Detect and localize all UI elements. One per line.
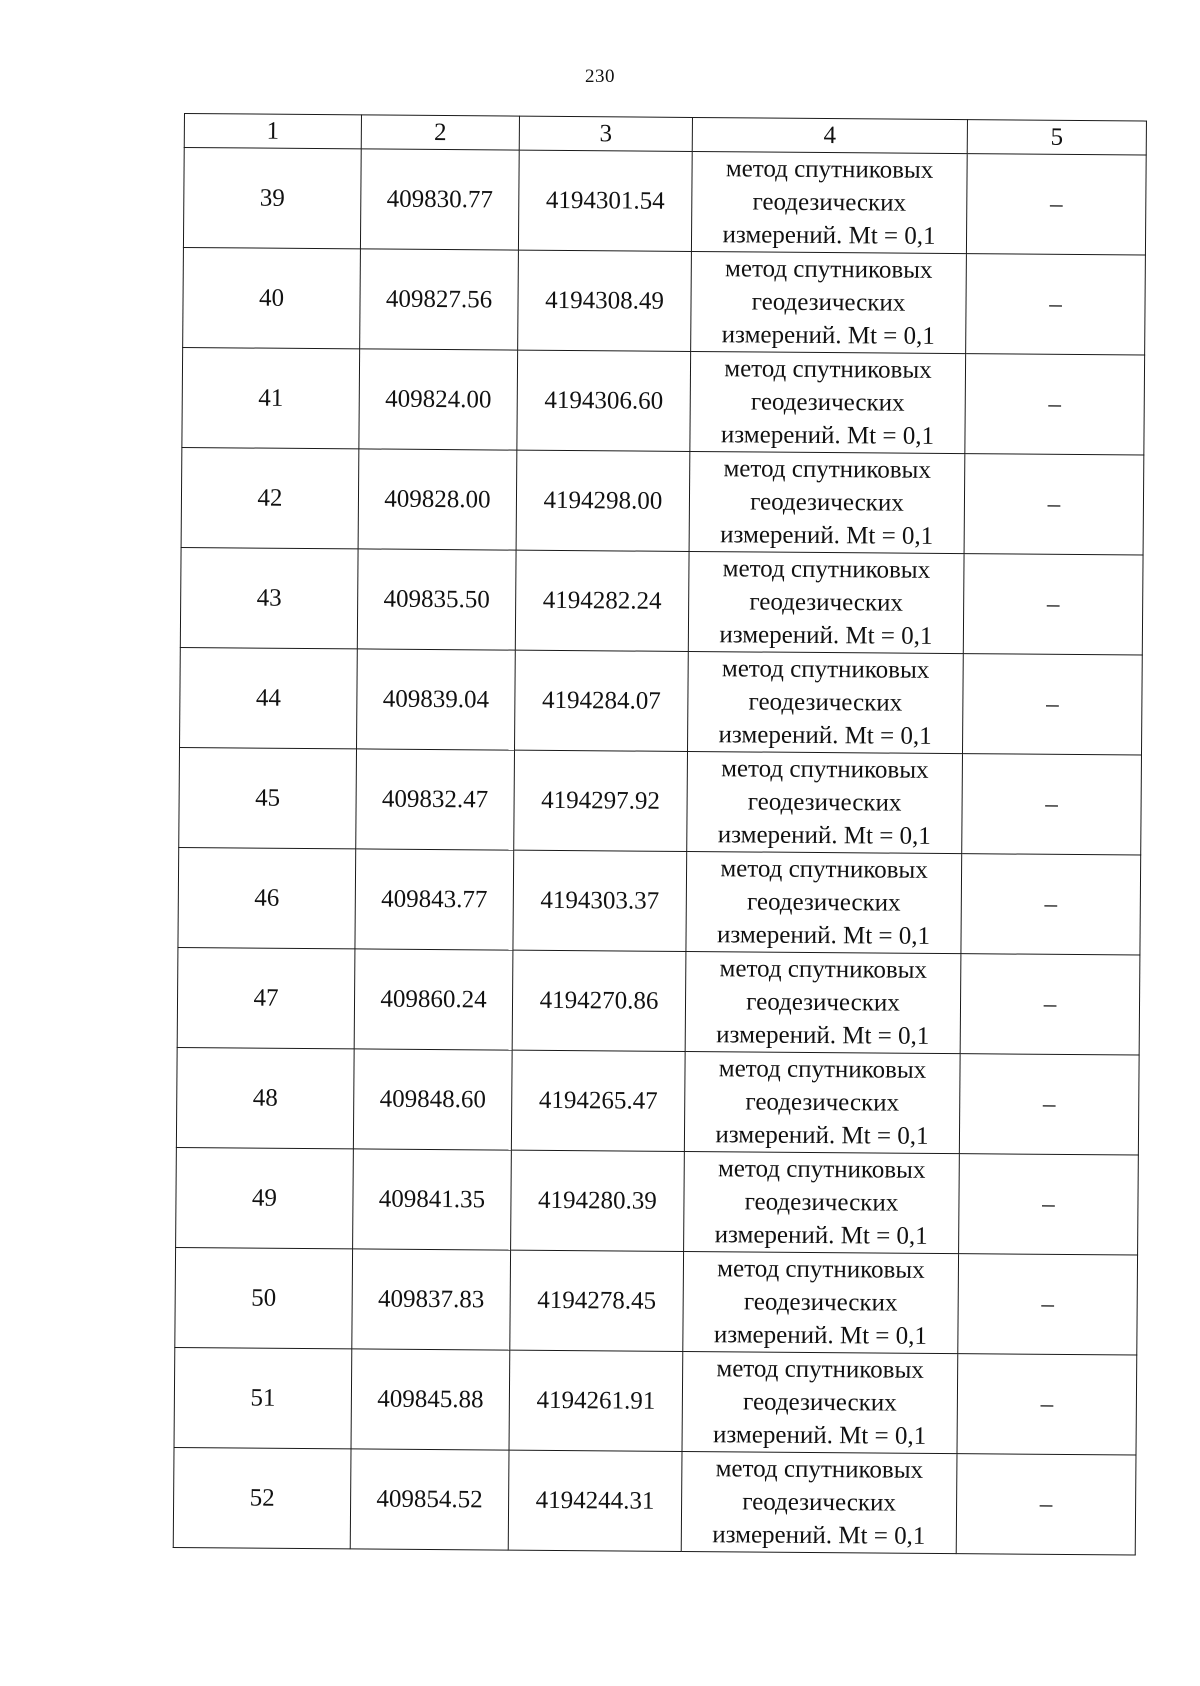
table-row bbox=[177, 947, 1140, 1055]
method-line: геодезических bbox=[750, 388, 905, 417]
method-line: метод спутниковых bbox=[715, 1455, 924, 1484]
method-line: геодезических bbox=[745, 1088, 900, 1117]
method-line: метод спутниковых bbox=[721, 655, 930, 684]
method-line: геодезических bbox=[744, 1188, 899, 1217]
table-row bbox=[176, 1147, 1139, 1255]
table-row bbox=[175, 1247, 1138, 1355]
method-line: измерений. Mt = 0,1 bbox=[718, 721, 932, 750]
method-line: геодезических bbox=[746, 888, 901, 917]
method-cell bbox=[684, 1151, 960, 1253]
x-coordinate-cell: 409843.77 bbox=[355, 849, 514, 950]
method-line: метод спутниковых bbox=[717, 1255, 925, 1284]
method-cell bbox=[682, 1351, 958, 1453]
x-coordinate-cell: 409839.04 bbox=[357, 649, 516, 750]
point-number-cell: 46 bbox=[178, 847, 356, 948]
description-cell: – bbox=[959, 1154, 1139, 1255]
method-line: геодезических bbox=[751, 288, 906, 317]
method-cell bbox=[691, 151, 967, 253]
point-number-cell: 45 bbox=[179, 747, 357, 848]
method-line: измерений. Mt = 0,1 bbox=[715, 1121, 929, 1150]
description-cell: – bbox=[965, 354, 1145, 455]
description-cell: – bbox=[962, 654, 1142, 755]
method-line: геодезических bbox=[749, 588, 904, 617]
method-line: метод спутниковых bbox=[719, 955, 928, 984]
method-line: измерений. Mt = 0,1 bbox=[712, 1421, 927, 1450]
description-cell: – bbox=[962, 754, 1142, 855]
method-line: измерений. Mt = 0,1 bbox=[720, 421, 935, 450]
column-header: 4 bbox=[692, 117, 967, 153]
method-line: геодезических bbox=[748, 688, 903, 717]
table-row bbox=[183, 247, 1146, 355]
table-row bbox=[183, 148, 1146, 256]
table-row bbox=[180, 547, 1143, 655]
method-line: геодезических bbox=[746, 988, 900, 1017]
y-coordinate-cell: 4194298.00 bbox=[516, 450, 690, 551]
method-line: метод спутниковых bbox=[724, 255, 933, 284]
method-line: метод спутниковых bbox=[720, 855, 928, 884]
method-line: геодезических bbox=[752, 188, 907, 217]
y-coordinate-cell: 4194297.92 bbox=[514, 750, 688, 851]
method-cell bbox=[684, 1051, 960, 1153]
table-row bbox=[179, 747, 1142, 855]
point-number-cell: 48 bbox=[176, 1047, 354, 1148]
method-cell bbox=[689, 451, 965, 553]
x-coordinate-cell: 409860.24 bbox=[354, 949, 513, 1050]
y-coordinate-cell: 4194282.24 bbox=[515, 550, 689, 651]
description-cell: – bbox=[958, 1254, 1138, 1355]
method-line: метод спутниковых bbox=[716, 1355, 924, 1384]
point-number-cell: 39 bbox=[183, 148, 361, 249]
method-cell bbox=[687, 751, 963, 853]
description-cell: – bbox=[961, 854, 1141, 955]
description-cell: – bbox=[966, 154, 1146, 255]
method-line: метод спутниковых bbox=[722, 555, 931, 584]
method-line: измерений. Mt = 0,1 bbox=[714, 1221, 928, 1250]
table-row bbox=[174, 1347, 1137, 1455]
point-number-cell: 52 bbox=[173, 1447, 351, 1548]
method-cell bbox=[681, 1451, 957, 1553]
y-coordinate-cell: 4194280.39 bbox=[511, 1150, 685, 1251]
x-coordinate-cell: 409824.00 bbox=[359, 349, 518, 450]
method-line: измерений. Mt = 0,1 bbox=[722, 221, 936, 250]
y-coordinate-cell: 4194301.54 bbox=[518, 150, 692, 251]
method-line: измерений. Mt = 0,1 bbox=[716, 1021, 930, 1050]
description-cell: – bbox=[966, 254, 1146, 355]
page-number: 230 bbox=[585, 66, 615, 87]
table-row bbox=[173, 1447, 1136, 1555]
method-cell bbox=[686, 851, 962, 953]
x-coordinate-cell: 409845.88 bbox=[351, 1349, 510, 1450]
point-number-cell: 49 bbox=[176, 1147, 354, 1248]
method-cell bbox=[685, 951, 961, 1053]
point-number-cell: 40 bbox=[183, 247, 361, 348]
method-cell bbox=[690, 351, 966, 453]
method-line: измерений. Mt = 0,1 bbox=[721, 321, 935, 350]
point-number-cell: 42 bbox=[181, 447, 359, 548]
method-cell bbox=[691, 251, 967, 353]
point-number-cell: 50 bbox=[175, 1247, 353, 1348]
coordinates-table bbox=[173, 113, 1147, 1556]
table-row bbox=[176, 1047, 1139, 1155]
method-line: метод спутниковых bbox=[718, 1055, 927, 1084]
method-line: измерений. Mt = 0,1 bbox=[720, 521, 934, 550]
point-number-cell: 41 bbox=[182, 347, 360, 448]
method-line: геодезических bbox=[742, 1488, 897, 1517]
method-line: метод спутниковых bbox=[724, 355, 932, 384]
y-coordinate-cell: 4194308.49 bbox=[518, 250, 692, 351]
point-number-cell: 51 bbox=[174, 1347, 352, 1448]
description-cell: – bbox=[964, 454, 1144, 555]
description-cell: – bbox=[963, 554, 1143, 655]
description-cell: – bbox=[959, 1054, 1139, 1155]
x-coordinate-cell: 409832.47 bbox=[356, 749, 515, 850]
y-coordinate-cell: 4194306.60 bbox=[517, 350, 691, 451]
y-coordinate-cell: 4194270.86 bbox=[512, 950, 686, 1051]
y-coordinate-cell: 4194265.47 bbox=[511, 1050, 685, 1151]
method-line: измерений. Mt = 0,1 bbox=[713, 1321, 928, 1350]
method-line: геодезических bbox=[742, 1388, 897, 1417]
x-coordinate-cell: 409837.83 bbox=[352, 1249, 511, 1350]
x-coordinate-cell: 409830.77 bbox=[360, 149, 519, 250]
table-row bbox=[182, 347, 1145, 455]
method-line: геодезических bbox=[743, 1288, 898, 1317]
description-cell: – bbox=[960, 954, 1140, 1055]
column-header: 5 bbox=[967, 120, 1146, 155]
x-coordinate-cell: 409828.00 bbox=[358, 449, 517, 550]
x-coordinate-cell: 409841.35 bbox=[353, 1149, 512, 1250]
point-number-cell: 43 bbox=[180, 547, 358, 648]
table-row bbox=[180, 647, 1143, 755]
y-coordinate-cell: 4194284.07 bbox=[515, 650, 689, 751]
x-coordinate-cell: 409854.52 bbox=[350, 1449, 509, 1550]
method-line: метод спутниковых bbox=[725, 155, 934, 184]
point-number-cell: 47 bbox=[177, 947, 355, 1048]
method-cell bbox=[683, 1251, 959, 1353]
method-line: метод спутниковых bbox=[721, 755, 929, 784]
y-coordinate-cell: 4194303.37 bbox=[513, 850, 687, 951]
table-row bbox=[181, 447, 1144, 555]
x-coordinate-cell: 409827.56 bbox=[360, 249, 519, 350]
description-cell: – bbox=[957, 1354, 1137, 1455]
method-line: измерений. Mt = 0,1 bbox=[716, 921, 931, 950]
y-coordinate-cell: 4194278.45 bbox=[510, 1250, 684, 1351]
method-line: измерений. Mt = 0,1 bbox=[719, 621, 933, 650]
y-coordinate-cell: 4194244.31 bbox=[508, 1450, 682, 1551]
y-coordinate-cell: 4194261.91 bbox=[509, 1350, 683, 1451]
method-line: метод спутниковых bbox=[717, 1155, 926, 1184]
method-line: измерений. Mt = 0,1 bbox=[712, 1521, 926, 1550]
table-row bbox=[178, 847, 1141, 955]
column-header: 2 bbox=[361, 115, 519, 150]
table-body bbox=[173, 148, 1146, 1556]
method-cell bbox=[688, 651, 964, 753]
method-line: геодезических bbox=[747, 788, 902, 817]
method-line: измерений. Mt = 0,1 bbox=[717, 821, 931, 850]
method-line: метод спутниковых bbox=[723, 455, 932, 484]
x-coordinate-cell: 409848.60 bbox=[353, 1049, 512, 1150]
column-header: 3 bbox=[519, 116, 692, 151]
point-number-cell: 44 bbox=[180, 647, 358, 748]
description-cell: – bbox=[956, 1454, 1136, 1555]
column-header: 1 bbox=[184, 114, 361, 149]
method-cell bbox=[688, 551, 964, 653]
method-line: геодезических bbox=[750, 488, 904, 517]
x-coordinate-cell: 409835.50 bbox=[357, 549, 516, 650]
